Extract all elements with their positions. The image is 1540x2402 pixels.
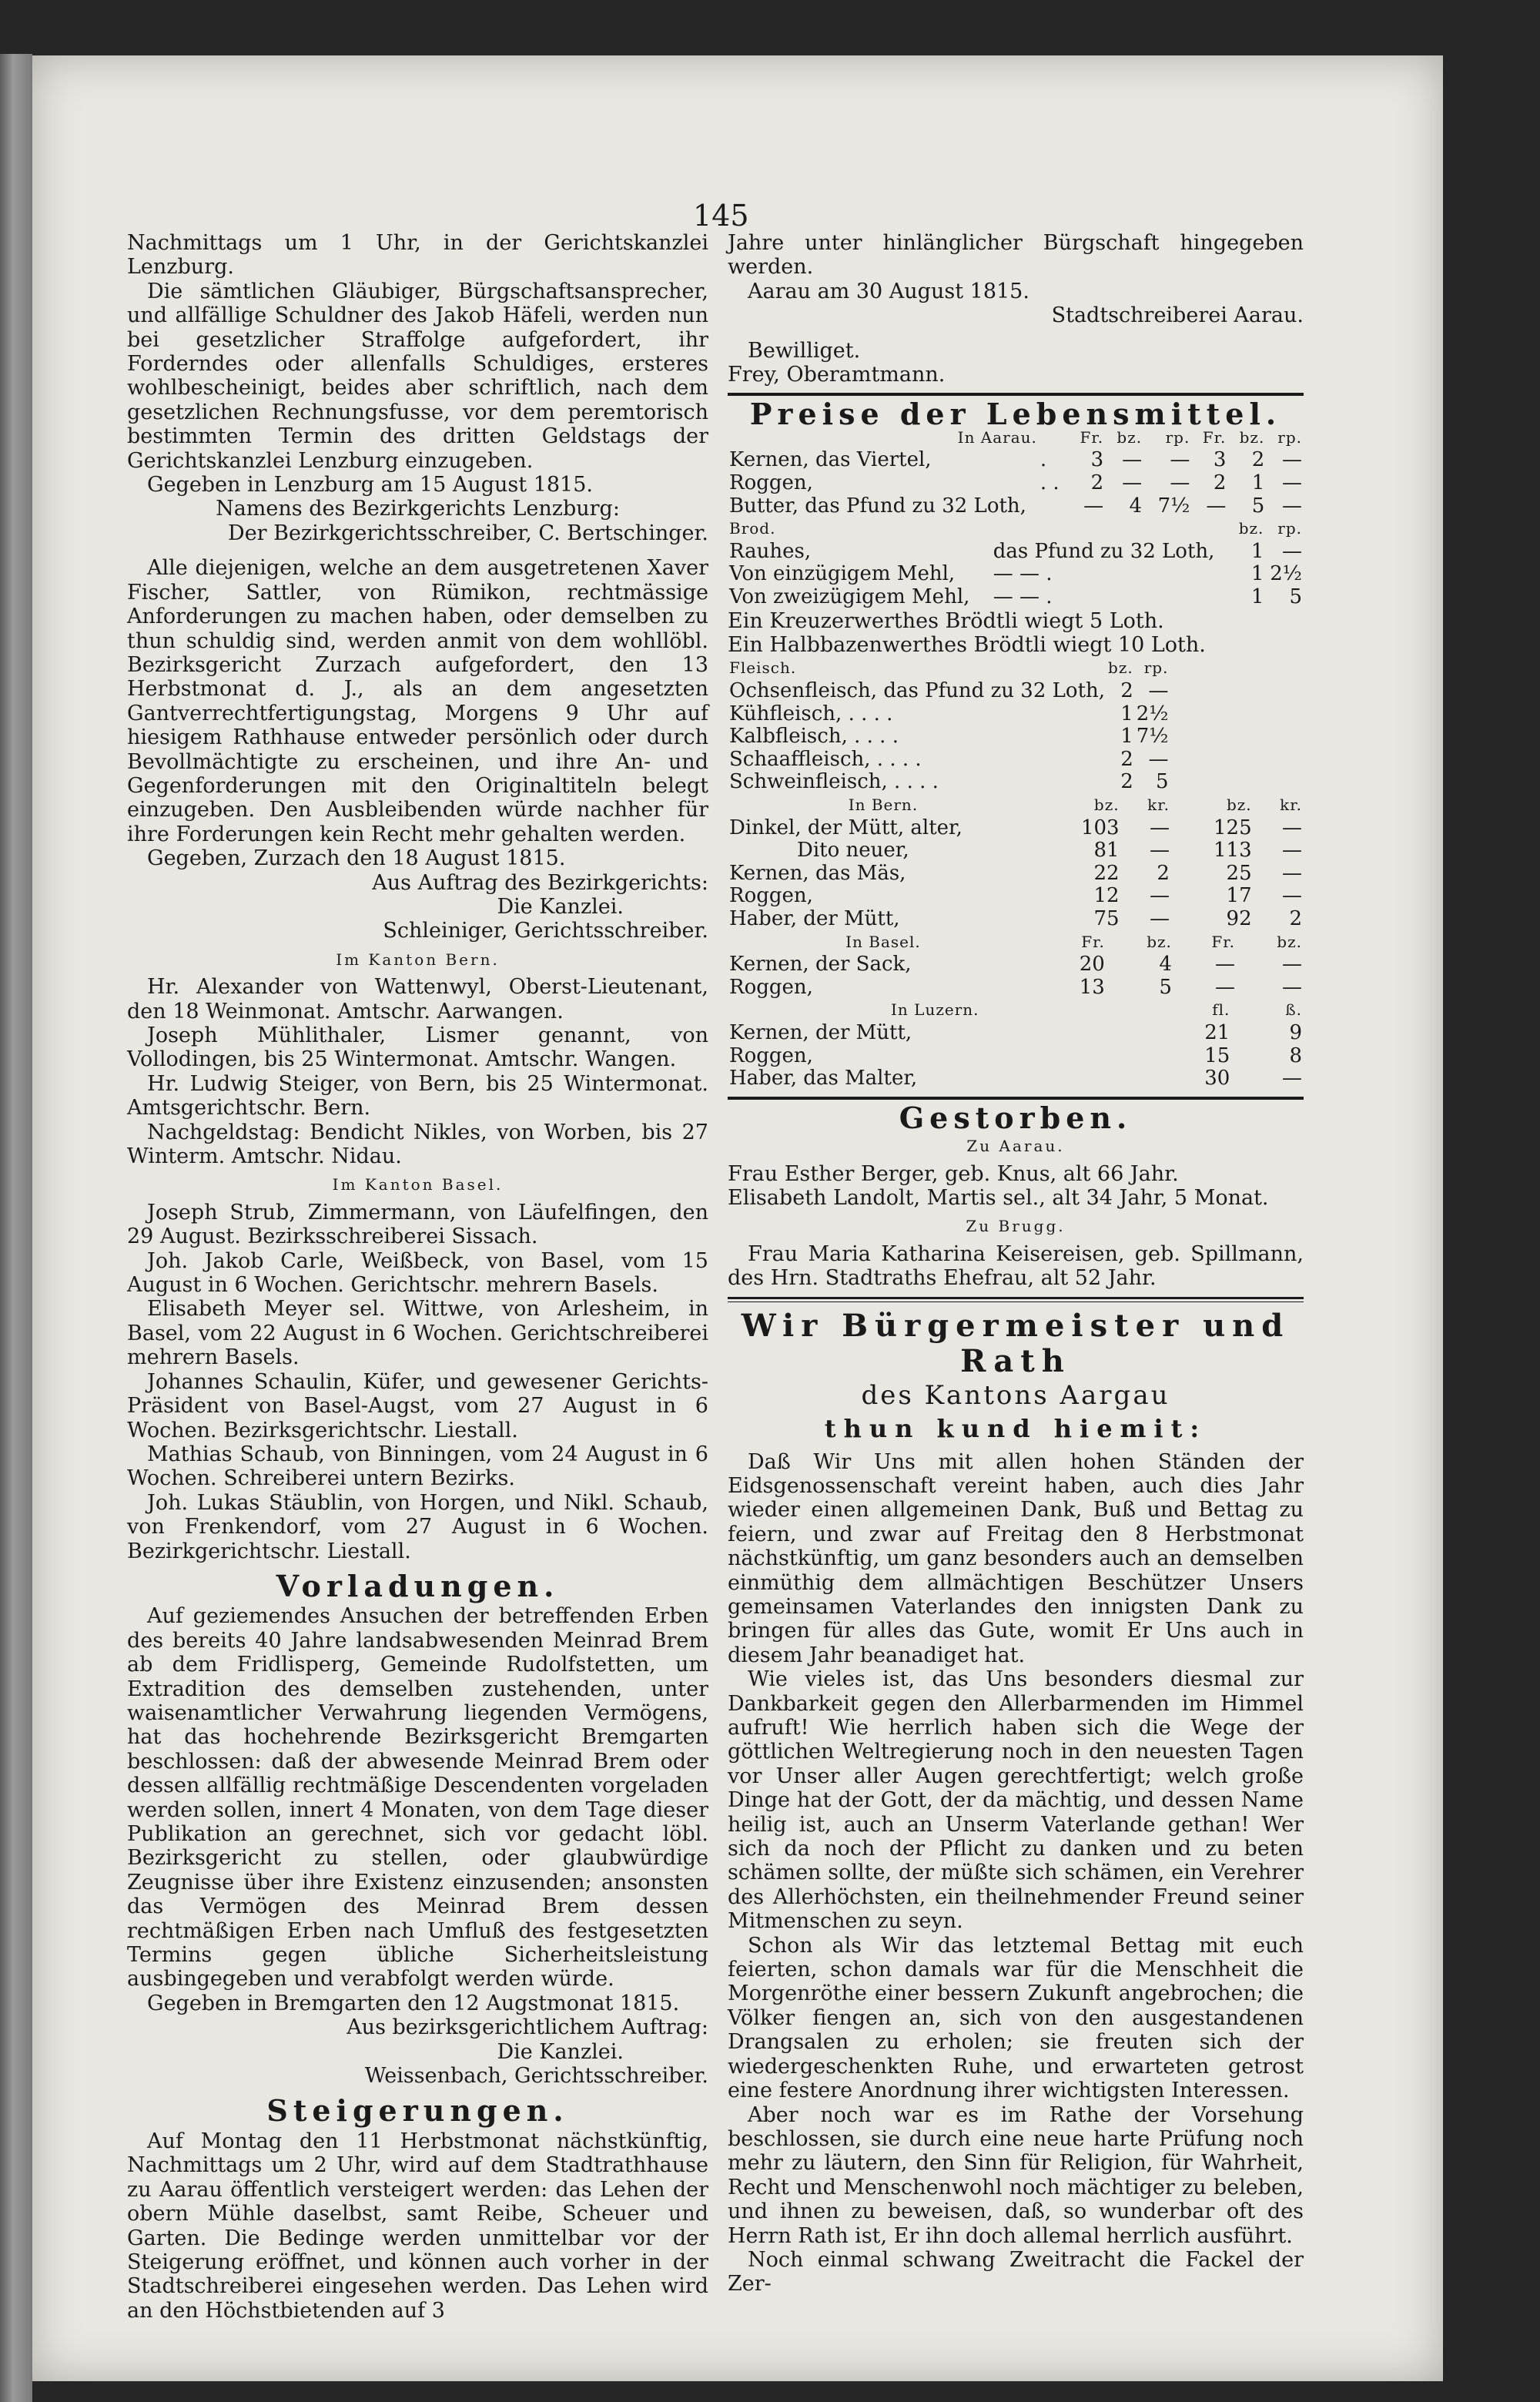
table-cell xyxy=(1039,495,1069,518)
table-cell: Schweinfleisch, . . . . xyxy=(729,770,939,794)
table-row xyxy=(728,953,1304,977)
table-cell: Schaaffleisch, . . . . xyxy=(729,747,922,771)
table-header-cell: In Bern. xyxy=(848,795,919,814)
table-cell: 2 xyxy=(1120,679,1133,702)
table-cell: — xyxy=(1122,448,1143,472)
table-cell: 2½ xyxy=(1270,562,1302,586)
table-header-cell: bz. xyxy=(1277,932,1302,951)
table-cell: 7½ xyxy=(1136,725,1169,749)
table-row xyxy=(728,449,1304,472)
table-cell: 2 xyxy=(1090,471,1104,495)
table-cell: . xyxy=(1040,448,1047,472)
table-cell: — xyxy=(1170,448,1190,472)
table-cell: 5 xyxy=(1155,770,1169,794)
price-table-fleisch xyxy=(728,657,1170,794)
table-row xyxy=(728,863,1304,886)
right-column xyxy=(728,231,1304,2296)
table-header-row xyxy=(728,518,1304,541)
paragraph: Bewilliget. xyxy=(748,338,861,363)
table-row xyxy=(728,977,1304,1000)
table-header-cell: In Luzern. xyxy=(891,1000,979,1020)
proclamation-subtitle: thun kund hiemit: xyxy=(824,1413,1207,1443)
table-cell: 1 xyxy=(1250,539,1264,563)
table-cell: 2 xyxy=(1120,747,1133,771)
table-cell: das Pfund zu 32 Loth, xyxy=(993,539,1215,563)
table-row xyxy=(728,885,1304,908)
table-cell: Dinkel, der Mütt, alter, xyxy=(729,816,962,839)
divider xyxy=(728,1297,1304,1302)
table-cell: 1 xyxy=(1250,585,1264,608)
table-cell: 5 xyxy=(1251,494,1265,518)
table-cell: — xyxy=(1282,861,1302,885)
table-cell: 21 xyxy=(1204,1020,1230,1044)
list-item: Joseph Mühlithaler, Lismer genannt, von Vollodingen, bis 25 Wintermonat. Amtschr. Wangen. xyxy=(127,1023,708,1072)
table-header-cell: rp. xyxy=(1277,519,1302,538)
signature-line: Schleiniger, Gerichtsschreiber. xyxy=(383,919,708,943)
table-cell: — xyxy=(1148,679,1169,702)
section-heading: Preise der Lebensmittel. xyxy=(749,397,1282,432)
proclamation-subtitle: des Kantons Aargau xyxy=(861,1379,1170,1411)
table-cell: 9 xyxy=(1289,1020,1302,1044)
table-row xyxy=(728,771,1170,794)
paragraph: Noch einmal schwang Zweitracht die Fackel der Zer- xyxy=(728,2247,1304,2296)
table-header-cell: Fr. xyxy=(1211,932,1235,951)
table-cell: 8 xyxy=(1289,1044,1302,1067)
table-cell: Roggen, xyxy=(729,1044,813,1067)
paragraph: Gegeben in Lenzburg am 15 August 1815. xyxy=(147,473,593,497)
signature-line: Aus Auftrag des Bezirkgerichts: xyxy=(372,870,708,895)
list-item: Elisabeth Landolt, Martis sel., alt 34 Jahr, 5 Monat. xyxy=(728,1185,1269,1210)
table-header-cell: In Aarau. xyxy=(957,427,1037,447)
table-cell: — xyxy=(1282,1067,1302,1090)
table-cell: 2 xyxy=(1213,471,1227,495)
table-cell: — xyxy=(1122,471,1143,495)
table-cell: 113 xyxy=(1214,839,1252,863)
table-cell: Roggen, xyxy=(729,884,813,908)
table-cell: 12 xyxy=(1093,884,1120,908)
table-header-cell: fl. xyxy=(1212,1000,1230,1020)
table-header-cell: rp. xyxy=(1277,427,1302,447)
table-cell: 4 xyxy=(1159,953,1172,977)
table-cell: Rauhes, xyxy=(729,539,812,563)
table-cell: 30 xyxy=(1204,1067,1230,1090)
list-item: Johannes Schaulin, Küfer, und gewesener Gerichts-Präsident von Basel-Augst, vom 27 August in 6 Wochen. Bezirksgerichtschr. Liestall. xyxy=(127,1369,708,1442)
table-row xyxy=(728,908,1304,931)
table-cell: 20 xyxy=(1079,953,1105,977)
table-cell: 125 xyxy=(1214,816,1252,839)
table-cell: 22 xyxy=(1093,861,1120,885)
table-cell: Haber, der Mütt, xyxy=(729,906,900,930)
proclamation-title: Wir Bürgermeister und Rath xyxy=(741,1307,1291,1379)
table-cell: Kernen, der Mütt, xyxy=(729,1020,912,1044)
paragraph: Gegeben, Zurzach den 18 August 1815. xyxy=(147,846,566,871)
table-cell: 2 xyxy=(1251,448,1265,472)
table-cell: 3 xyxy=(1090,448,1104,472)
table-cell: Von zweizügigem Mehl, xyxy=(729,585,970,608)
table-cell: 15 xyxy=(1204,1044,1230,1067)
table-cell: — xyxy=(1149,839,1170,863)
price-table-brod xyxy=(728,518,1304,608)
table-row xyxy=(728,1045,1304,1068)
list-item: Joh. Lukas Stäublin, von Horgen, und Nikl. Schaub, von Frenkendorf, vom 27 August in 6 Wochen. Bezirkgerichtschr. Liestall. xyxy=(127,1490,708,1563)
table-header-row xyxy=(728,794,1304,817)
table-header-row xyxy=(728,657,1170,680)
paragraph: Nachmittags um 1 Uhr, in der Gerichtskanzlei Lenzburg. xyxy=(127,231,708,280)
list-item: Joh. Jakob Carle, Weißbeck, von Basel, vom 15 August in 6 Wochen. Gerichtschr. mehrern Basels. xyxy=(127,1248,708,1298)
list-item: Frau Maria Katharina Keisereisen, geb. Spillmann, des Hrn. Stadtraths Ehefrau, alt 52 Jahr. xyxy=(728,1241,1304,1291)
table-cell: 25 xyxy=(1226,861,1252,885)
table-cell: Haber, das Malter, xyxy=(729,1067,918,1090)
table-row xyxy=(728,1022,1304,1045)
section-heading: Steigerungen. xyxy=(266,2093,569,2129)
table-cell: 103 xyxy=(1080,816,1120,839)
list-item: Hr. Alexander von Wattenwyl, Oberst-Lieutenant, den 18 Weinmonat. Amtschr. Aarwangen. xyxy=(127,975,708,1023)
table-cell: — — . xyxy=(993,585,1053,608)
table-header-cell: rp. xyxy=(1143,658,1169,678)
table-header-cell: bz. xyxy=(1238,519,1264,538)
section-subheading: Zu Aarau. xyxy=(966,1137,1065,1156)
list-item: Nachgeldstag: Bendicht Nikles, von Worben, bis 27 Winterm. Amtschr. Nidau. xyxy=(127,1120,708,1169)
paragraph: Alle diejenigen, welche an dem ausgetretenen Xaver Fischer, Sattler, von Rümikon, rechtmässige Anforderungen zu machen haben, oder demselben zu thun schuldig sind, werden anmit von dem wohllöbl. Bezirksgericht Zurzach aufgefordert, den 13 Herbstmonat d. J., als an dem angesetzten Gantverrechtfertigungstag, Morgens 9 Uhr auf hiesigem Rathhause entweder persönlich oder durch Bevollmächtigte zu erscheinen, und ihre An- und Gegenforderungen mit den Originaltiteln belegt einzugeben. Den Ausbleibenden würde nachher für ihre Forderungen kein Recht mehr gehalten werden. xyxy=(127,556,708,846)
table-cell: 2½ xyxy=(1136,702,1169,725)
table-cell: — xyxy=(1282,539,1302,563)
previous-page-edge xyxy=(0,54,32,2402)
table-cell: — xyxy=(1282,471,1302,495)
table-cell: — xyxy=(1170,471,1190,495)
table-cell: 2 xyxy=(1289,906,1302,930)
table-header-cell: bz. xyxy=(1116,427,1143,447)
signature-line: Aus bezirksgerichtlichem Auftrag: xyxy=(346,2015,708,2040)
signature-line: Die Kanzlei. xyxy=(497,894,624,919)
table-row xyxy=(728,563,1304,586)
table-row xyxy=(728,1067,1304,1090)
section-heading: Gestorben. xyxy=(899,1100,1133,1135)
table-header-cell: kr. xyxy=(1147,795,1170,814)
table-cell: Von einzügigem Mehl, xyxy=(729,562,956,586)
table-cell: 5 xyxy=(1159,975,1172,999)
table-cell: — xyxy=(1083,494,1104,518)
price-table-basel xyxy=(728,931,1304,1000)
list-item: Hr. Ludwig Steiger, von Bern, bis 25 Wintermonat. Amtsgerichtschr. Bern. xyxy=(127,1071,708,1121)
table-cell: 2 xyxy=(1157,861,1170,885)
table-cell: — xyxy=(1282,839,1302,863)
table-cell: Dito neuer, xyxy=(797,839,909,863)
table-cell: 17 xyxy=(1226,884,1252,908)
table-cell: 92 xyxy=(1226,906,1252,930)
table-header-cell: rp. xyxy=(1165,427,1190,447)
divider xyxy=(728,393,1304,396)
table-cell: — xyxy=(1282,494,1302,518)
section-subheading: Im Kanton Basel. xyxy=(332,1175,504,1194)
table-cell: Kernen, der Sack, xyxy=(729,953,912,977)
table-cell: . . xyxy=(1040,471,1060,495)
table-header-cell: Fr. xyxy=(1081,932,1105,951)
table-cell: — xyxy=(1206,494,1227,518)
table-cell: 3 xyxy=(1213,448,1227,472)
table-row xyxy=(728,472,1304,495)
table-cell: 13 xyxy=(1079,975,1105,999)
divider xyxy=(728,1097,1304,1100)
left-column xyxy=(127,231,708,2323)
section-heading: Vorladungen. xyxy=(276,1568,560,1603)
table-cell: 1 xyxy=(1120,725,1133,749)
table-header-row xyxy=(728,931,1304,954)
table-cell: 7½ xyxy=(1157,494,1190,518)
table-header-cell: kr. xyxy=(1280,795,1302,814)
table-cell: — xyxy=(1282,816,1302,839)
table-cell: Kernen, das Mäs, xyxy=(729,861,906,885)
table-cell: — xyxy=(1214,975,1235,999)
table-cell: Butter, das Pfund zu 32 Loth, xyxy=(729,494,1026,518)
table-row xyxy=(728,495,1304,518)
table-header-cell: bz. xyxy=(1108,658,1133,678)
table-header-cell: bz. xyxy=(1093,795,1120,814)
signature-line: Namens des Bezirkgerichts Lenzburg: xyxy=(216,497,620,521)
price-table-bern xyxy=(728,794,1304,931)
table-cell: — xyxy=(1148,747,1169,771)
section-subheading: Im Kanton Bern. xyxy=(336,950,500,969)
page-number: 145 xyxy=(693,199,749,233)
signature-line: Der Bezirkgerichtsschreiber, C. Bertschinger. xyxy=(228,521,708,545)
list-item: Mathias Schaub, von Binningen, vom 24 August in 6 Wochen. Schreiberei untern Bezirks. xyxy=(127,1442,708,1491)
paragraph: Aber noch war es im Rathe der Vorsehung beschlossen, sie durch eine neue harte Prüfung noch mehr zu läutern, den Sinn für Religion, für Wahrheit, Recht und Menschenwohl noch mächtiger zu beleben, und ihnen zu beweisen, daß, so wunderbar oft des Herrn Rath ist, Er ihn doch allemal herrlich ausführt. xyxy=(728,2102,1304,2248)
table-cell: — xyxy=(1282,975,1302,999)
table-cell: 2 xyxy=(1120,770,1133,794)
price-table-luzern xyxy=(728,999,1304,1090)
table-cell: Kernen, das Viertel, xyxy=(729,448,932,472)
paragraph: Ein Halbbazenwerthes Brödtli wiegt 10 Loth. xyxy=(728,633,1206,657)
paragraph: Aarau am 30 August 1815. xyxy=(748,279,1029,303)
paragraph: Jahre unter hinlänglicher Bürgschaft hingegeben werden. xyxy=(728,231,1304,280)
table-header-cell: Brod. xyxy=(729,519,776,538)
table-cell: — xyxy=(1149,906,1170,930)
table-header-cell: bz. xyxy=(1147,932,1172,951)
table-cell: 1 xyxy=(1251,471,1265,495)
table-header-cell: Fr. xyxy=(1080,427,1104,447)
table-header-row xyxy=(728,999,1304,1022)
table-header-cell: In Basel. xyxy=(845,932,921,951)
table-header-cell: ß. xyxy=(1285,1000,1302,1020)
signature-line: Die Kanzlei. xyxy=(497,2039,624,2064)
table-row xyxy=(728,586,1304,609)
table-cell: Kalbfleisch, . . . . xyxy=(729,725,899,749)
paragraph: Daß Wir Uns mit allen hohen Ständen der Eidsgenossenschaft vereint haben, auch dies Jahr wieder einen allgemeinen Dank, Buß und Bettag zu feiern, und zwar auf Freitag den 8 Herbstmonat nächstkünftig, um ganz besonders auch an demselben einmüthig dem allmächtigen Beschützer Unsers gemeinsamen Vaterlandes den innigsten Dank zu bringen für alles das Gute, womit Er Uns auch in diesem Jahr beanadiget hat. xyxy=(728,1449,1304,1667)
table-row xyxy=(728,817,1304,840)
table-cell: Kühfleisch, . . . . xyxy=(729,702,893,725)
table-cell: 81 xyxy=(1093,839,1120,863)
table-cell: 5 xyxy=(1289,585,1302,608)
table-cell: Roggen, xyxy=(729,975,813,999)
table-cell: 1 xyxy=(1250,562,1264,586)
table-row xyxy=(728,541,1304,564)
table-cell: Ochsenfleisch, das Pfund zu 32 Loth, xyxy=(729,679,1106,702)
table-header-cell: bz. xyxy=(1239,427,1265,447)
table-row xyxy=(728,703,1170,726)
table-row xyxy=(728,839,1304,863)
paragraph: Ein Kreuzerwerthes Brödtli wiegt 5 Loth. xyxy=(728,608,1164,633)
table-row xyxy=(728,749,1170,772)
table-header-cell: bz. xyxy=(1226,795,1252,814)
list-item: Elisabeth Meyer sel. Wittwe, von Arlesheim, in Basel, vom 22 August in 6 Wochen. Gerichtschreiberei mehrern Basels. xyxy=(127,1297,708,1370)
table-cell: Roggen, xyxy=(729,471,813,495)
table-cell: — — . xyxy=(993,562,1053,586)
section-subheading: Zu Brugg. xyxy=(966,1217,1066,1236)
list-item: Joseph Strub, Zimmermann, von Läufelfingen, den 29 August. Bezirksschreiberei Sissach. xyxy=(127,1200,708,1249)
table-header-cell: Fleisch. xyxy=(729,658,797,678)
table-row xyxy=(728,680,1170,703)
table-cell: — xyxy=(1282,448,1302,472)
table-cell: — xyxy=(1282,953,1302,977)
paragraph: Wie vieles ist, das Uns besonders diesmal zur Dankbarkeit gegen den Allerbarmenden im Himmel aufruft! Wie herrlich haben sich die Wege der göttlichen Weltregierung noch in den neuesten Tagen vor Unser aller Augen gerechtfertigt; welch große Dinge hat der Gott, der da mächtig, und dessen Name heilig ist, auch an Unserm Vaterlande gethan! Wer sich da noch der Pflicht zu danken und zu beten schämen sollte, der müßte sich schämen, ein Verehrer des Allerhöchsten, ein theilnehmender Freund seiner Mitmenschen zu seyn. xyxy=(728,1667,1304,1934)
paragraph: Auf Montag den 11 Herbstmonat nächstkünftig, Nachmittags um 2 Uhr, wird auf dem Stadtrathhause zu Aarau öffentlich versteigert werden: das Lehen der obern Mühle daselbst, samt Reibe, Scheuer und Garten. Die Bedinge werden unmittelbar vor der Steigerung eröffnet, und können auch vorher in der Stadtschreiberei eingesehen werden. Das Lehen wird an den Höchstbietenden auf 3 xyxy=(127,2129,708,2323)
price-table-aarau xyxy=(728,427,1304,518)
table-cell: 75 xyxy=(1093,906,1120,930)
signature-line: Stadtschreiberei Aarau. xyxy=(1051,303,1304,328)
table-cell: — xyxy=(1149,816,1170,839)
paragraph: Schon als Wir das letztemal Bettag mit euch feierten, schon damals war für die Menschheit die Morgenröthe einer bessern Zukunft angebrochen; die Völker fiengen an, sich von den ausgestandenen Drangsalen zu erholen; sie freuten sich der wiedergeschenkten Ruhe, und erwarteten getrost eine festere Anordnung ihrer wichtigsten Interessen. xyxy=(728,1933,1304,2103)
signature-line: Frey, Oberamtmann. xyxy=(728,363,946,387)
table-cell: — xyxy=(1214,953,1235,977)
table-cell: 4 xyxy=(1129,494,1143,518)
table-cell: 1 xyxy=(1120,702,1133,725)
table-row xyxy=(728,725,1170,749)
paragraph: Auf geziemendes Ansuchen der betreffenden Erben des bereits 40 Jahre landsabwesenden Meinrad Brem ab dem Fridlisperg, Gemeinde Rudolfstetten, um Extradition des demselben zustehenden, unter waisenamtlicher Verwahrung liegenden Vermögens, hat das hochehrende Bezirksgericht Bremgarten beschlossen: daß der abwesende Meinrad Brem oder dessen allfällig rechtmäßige Descendenten vorgeladen werden sollen, innert 4 Monaten, von dem Tage dieser Publikation an gerechnet, sich vor gedacht löbl. Bezirksgericht zu stellen, oder glaubwürdige Zeugnisse über ihre Existenz einzusenden; ansonsten das Vermögen des Meinrad Brem dessen rechtmäßigen Erben nach Umfluß des festgesetzten Termins gegen übliche Sicherheitsleistung ausbingegeben und verabfolgt werden würde. xyxy=(127,1604,708,1992)
paragraph: Die sämtlichen Gläubiger, Bürgschaftsansprecher, und allfällige Schuldner des Jakob Häfeli, werden nun bei gesetzlicher Straffolge aufgefordert, ihr Forderndes oder allenfalls Schuldiges, ersteres wohlbescheinigt, beides aber schriftlich, nach dem gesetzlichen Rechnungsfusse, vor dem peremtorisch bestimmten Termin des dritten Geldstags der Gerichtskanzlei Lenzburg einzugeben. xyxy=(127,279,708,473)
list-item: Frau Esther Berger, geb. Knus, alt 66 Jahr. xyxy=(728,1161,1179,1186)
table-cell: — xyxy=(1149,884,1170,908)
signature-line: Weissenbach, Gerichtsschreiber. xyxy=(364,2064,708,2089)
table-cell: — xyxy=(1282,884,1302,908)
paragraph: Gegeben in Bremgarten den 12 Augstmonat 1815. xyxy=(147,1991,680,2015)
table-header-cell: Fr. xyxy=(1202,427,1227,447)
